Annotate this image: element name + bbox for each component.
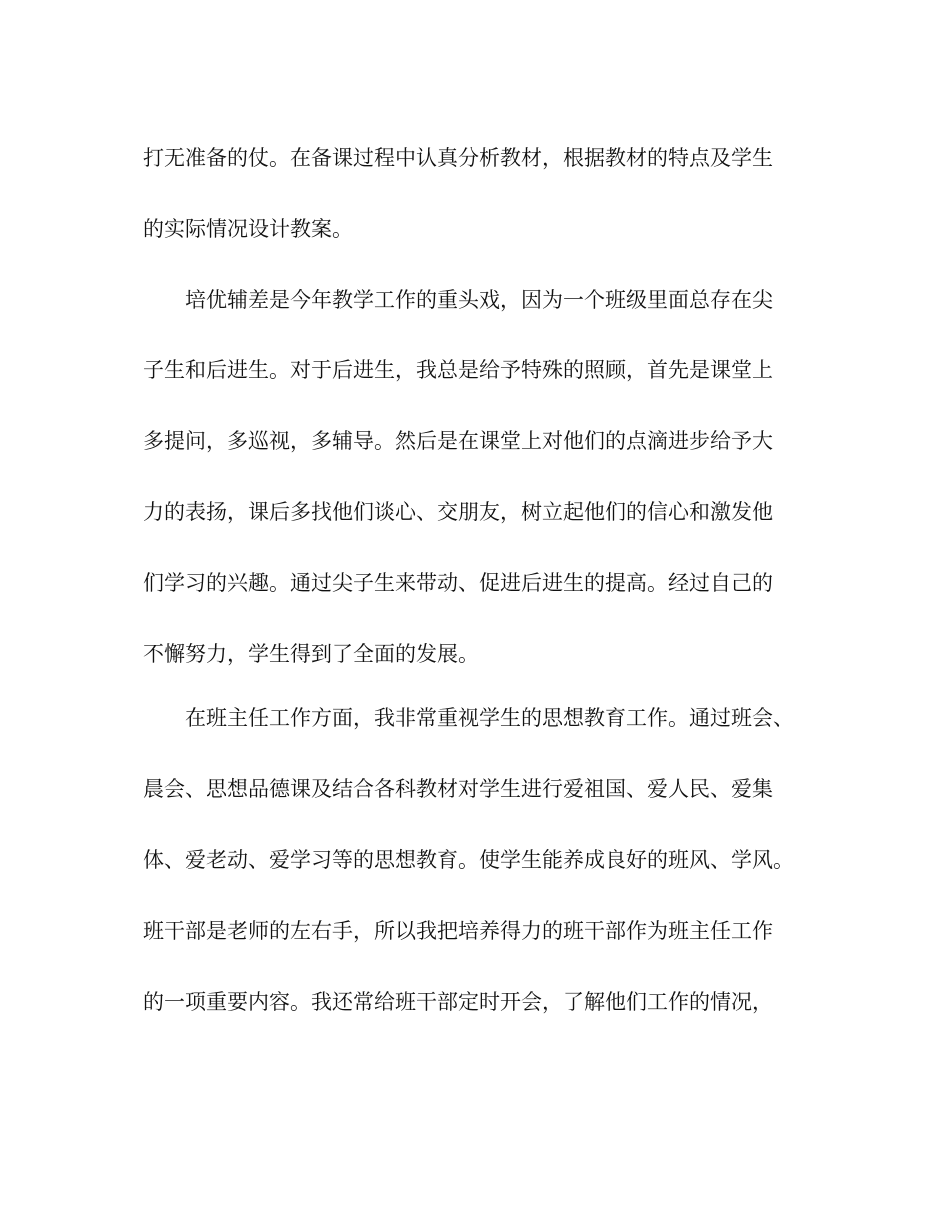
text-line: 打无准备的仗。在备课过程中认真分析教材，根据教材的特点及学生 (143, 146, 773, 170)
text-line: 晨会、思想品德课及结合各科教材对学生进行爱祖国、爱人民、爱集 (143, 777, 773, 801)
text-line: 的一项重要内容。我还常给班干部定时开会，了解他们工作的情况， (143, 990, 773, 1014)
text-line: 子生和后进生。对于后进生，我总是给予特殊的照顾，首先是课堂上 (143, 358, 773, 382)
text-line: 班干部是老师的左右手，所以我把培养得力的班干部作为班主任工作 (143, 919, 773, 943)
paragraph-start-line: 在班主任工作方面，我非常重视学生的思想教育工作。通过班会、 (185, 706, 794, 730)
text-line: 力的表扬，课后多找他们谈心、交朋友，树立起他们的信心和激发他 (143, 500, 773, 524)
text-line: 多提问，多巡视，多辅导。然后是在课堂上对他们的点滴进步给予大 (143, 429, 773, 453)
text-line: 们学习的兴趣。通过尖子生来带动、促进后进生的提高。经过自己的 (143, 571, 773, 595)
paragraph-start-line: 培优辅差是今年教学工作的重头戏，因为一个班级里面总存在尖 (185, 288, 773, 312)
text-line: 的实际情况设计教案。 (143, 217, 353, 241)
text-line: 体、爱老动、爱学习等的思想教育。使学生能养成良好的班风、学风。 (143, 848, 794, 872)
text-line: 不懈努力，学生得到了全面的发展。 (143, 642, 479, 666)
